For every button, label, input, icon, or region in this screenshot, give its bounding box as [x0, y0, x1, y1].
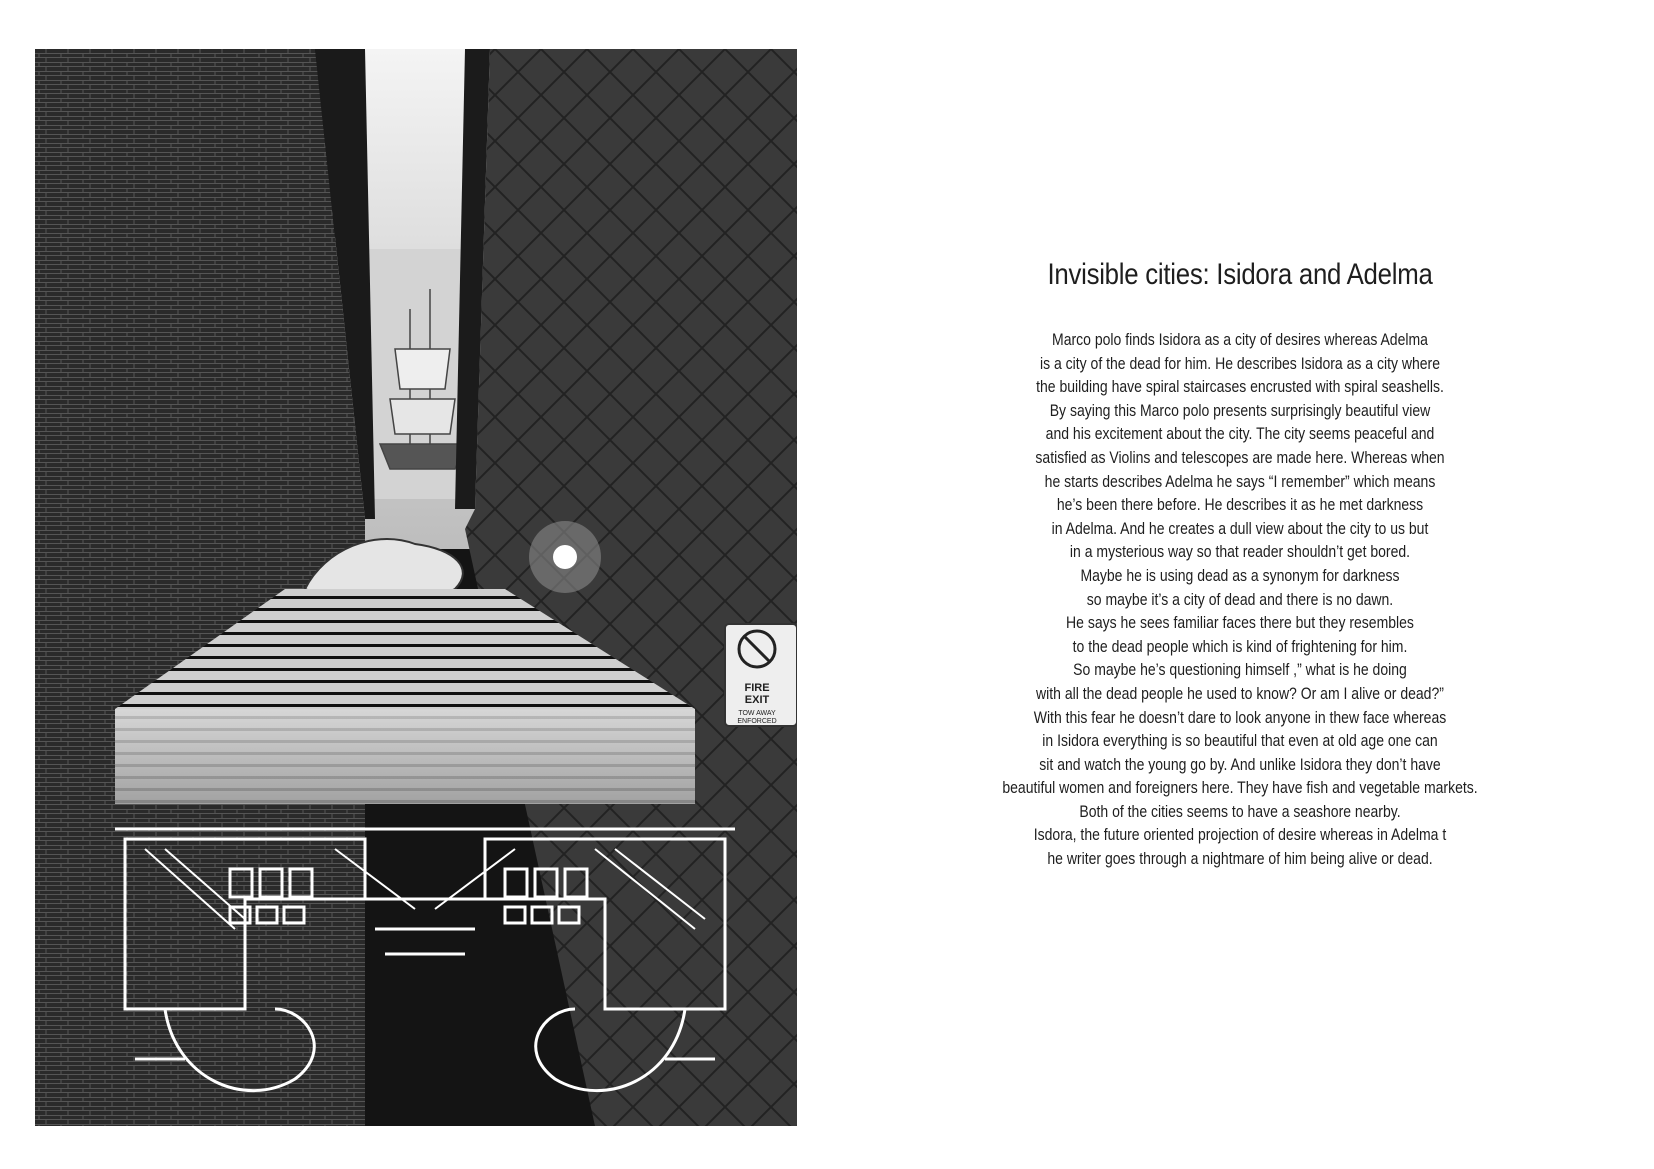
body-line: satisfied as Violins and telescopes are made here. Whereas when [1035, 448, 1445, 467]
body-line: sit and watch the young go by. And unlike Isidora they don’t have [1039, 755, 1441, 774]
body-line: he writer goes through a nightmare of him being alive or dead. [1047, 850, 1433, 869]
body-line: So maybe he’s questioning himself ,” what is he doing [1073, 661, 1407, 680]
svg-text:EXIT: EXIT [744, 694, 770, 706]
wall-lamp [553, 545, 577, 569]
svg-text:FIRE: FIRE [744, 682, 770, 694]
right-tiled-wall [465, 49, 797, 1126]
svg-text:ENFORCED: ENFORCED [737, 718, 777, 725]
essay-text-panel [930, 255, 1550, 872]
body-line: to the dead people which is kind of frightening for him. [1072, 637, 1408, 656]
body-line: He says he sees familiar faces there but they resembles [1066, 614, 1414, 633]
translucent-slab [115, 709, 695, 804]
body-line: with all the dead people he used to know? Or am I alive or dead?” [1036, 684, 1444, 703]
body-line: so maybe it’s a city of dead and there is no dawn. [1086, 590, 1394, 609]
body-line: With this fear he doesn’t dare to look anyone in thew face whereas [1033, 708, 1447, 727]
essay-body [930, 329, 1550, 872]
body-line: in Adelma. And he creates a dull view about the city to us but [1051, 519, 1429, 538]
body-line: is a city of the dead for him. He describes Isidora as a city where [1039, 354, 1441, 373]
body-line: Isdora, the future oriented projection of desire whereas in Adelma t [1033, 826, 1447, 845]
body-line: Maybe he is using dead as a synonym for darkness [1080, 566, 1400, 585]
body-line: By saying this Marco polo presents surprisingly beautiful view [1049, 401, 1431, 420]
svg-text:TOW AWAY: TOW AWAY [738, 710, 776, 717]
body-line: he starts describes Adelma he says “I remember” which means [1044, 472, 1436, 491]
body-line: he’s been there before. He describes it as he met darkness [1056, 496, 1424, 515]
body-line: Marco polo finds Isidora as a city of desires whereas Adelma [1052, 331, 1428, 349]
body-line: in a mysterious way so that reader shouldn’t get bored. [1069, 543, 1411, 562]
fire-exit-sign [725, 624, 797, 726]
body-line: beautiful women and foreigners here. They have fish and vegetable markets. [1002, 779, 1478, 798]
page-title: Invisible cities: Isidora and Adelma [1047, 258, 1433, 291]
body-line: Both of the cities seems to have a seashore nearby. [1079, 802, 1401, 821]
body-line: and his excitement about the city. The city seems peaceful and [1045, 425, 1435, 444]
body-line: the building have spiral staircases encrusted with spiral seashells. [1036, 378, 1444, 397]
alley-collage-image [35, 49, 797, 1126]
body-line: in Isidora everything is so beautiful that even at old age one can [1042, 732, 1438, 751]
